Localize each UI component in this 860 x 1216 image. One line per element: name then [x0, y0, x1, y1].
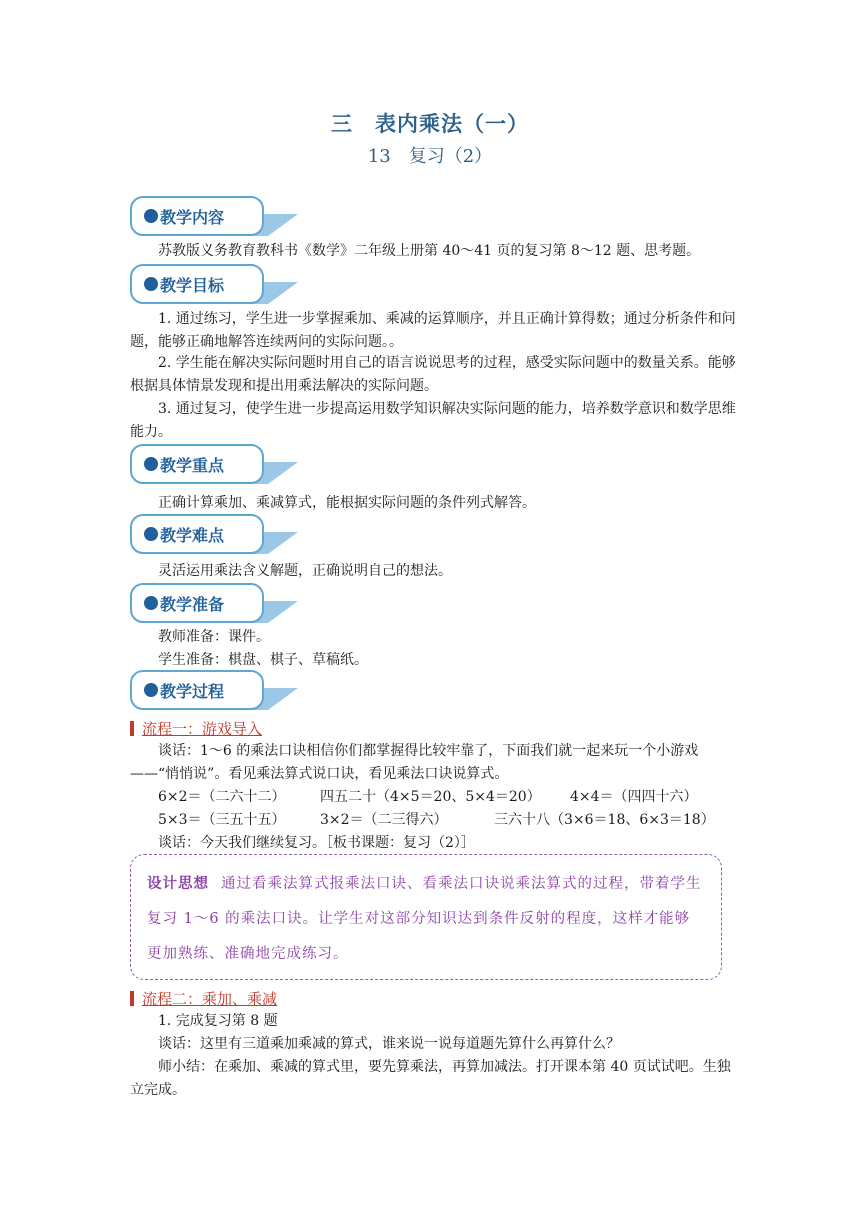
- key-text: 正确计算乘加、乘减算式，能根据实际问题的条件列式解答。: [158, 495, 536, 511]
- flow1-closing: 谈话：今天我们继续复习。［板书课题：复习（2）］: [158, 835, 475, 851]
- content-text: 苏教版义务教育教科书《数学》二年级上册第 40～41 页的复习第 8～12 题、思考题。: [158, 243, 701, 259]
- flow1-heading: 流程一：游戏导入: [130, 718, 262, 739]
- section-badge-prep: [130, 583, 300, 625]
- goal-item-1: 1. 通过练习，学生进一步掌握乘加、乘减的运算顺序，并且正确计算得数；通过分析条件和问题，能够正确地解答连续两问的实际问题。。: [130, 311, 736, 350]
- goal-item-3: 3. 通过复习，使学生进一步提高运用数学知识解决实际问题的能力，培养数学意识和数学思维能力。: [130, 401, 736, 440]
- bullet-icon: [144, 277, 158, 291]
- heading-bar-icon: [130, 721, 134, 736]
- design-note-box: [130, 854, 722, 980]
- oral-item: 4×4＝（四四十六）: [570, 789, 698, 805]
- bullet-icon: [144, 209, 158, 223]
- section-badge-key: [130, 444, 300, 486]
- prep-student: 学生准备：棋盘、棋子、草稿纸。: [158, 652, 368, 668]
- heading-bar-icon: [130, 991, 134, 1006]
- chapter-title: 三 表内乘法（一）: [331, 111, 529, 136]
- flow2-talk: 谈话：这里有三道乘加乘减的算式，谁来说一说每道题先算什么再算什么？: [158, 1036, 620, 1052]
- oral-item: 四五二十（4×5＝20、5×4＝20）: [320, 789, 541, 805]
- section-badge-difficulty: [130, 514, 300, 556]
- lesson-subtitle: 13 复习（2）: [367, 146, 493, 167]
- flow1-intro: 谈话：1～6 的乘法口诀相信你们都掌握得比较牢靠了，下面我们就一起来玩一个小游戏——“悄悄说”。看见乘法算式说口诀，看见乘法口诀说算式。: [130, 743, 699, 782]
- goal-item-2: 2. 学生能在解决实际问题时用自己的语言说说思考的过程，感受实际问题中的数量关系。能够根据具体情景发现和提出用乘法解决的实际问题。: [130, 355, 736, 394]
- bullet-icon: [144, 596, 158, 610]
- flow2-summary: 师小结：在乘加、乘减的算式里，要先算乘法，再算加减法。打开课本第 40 页试试吧。生独立完成。: [130, 1059, 731, 1098]
- section-label: 教学重点: [160, 456, 225, 475]
- oral-item: 6×2＝（二六十二）: [158, 789, 286, 805]
- design-text: 通过看乘法算式报乘法口诀、看乘法口诀说乘法算式的过程，带着学生复习 1～6 的乘法口诀。让学生对这部分知识达到条件反射的程度，这样才能够更加熟练、准确地完成练习。: [147, 876, 702, 962]
- prep-teacher: 教师准备：课件。: [158, 629, 270, 645]
- bullet-icon: [144, 457, 158, 471]
- oral-item: 三六十八（3×6＝18、6×3＝18）: [494, 812, 715, 828]
- flow2-item1: 1. 完成复习第 8 题: [158, 1013, 278, 1029]
- difficulty-text: 灵活运用乘法含义解题，正确说明自己的想法。: [158, 563, 452, 579]
- section-label: 教学过程: [160, 682, 225, 701]
- section-label: 教学难点: [160, 526, 225, 545]
- section-badge-goals: [130, 264, 300, 306]
- section-badge-content: [130, 196, 300, 238]
- section-label: 教学目标: [160, 276, 225, 295]
- design-label: 设计思想: [147, 876, 209, 892]
- section-badge-process: [130, 670, 300, 712]
- section-label: 教学准备: [160, 595, 225, 614]
- bullet-icon: [144, 683, 158, 697]
- section-label: 教学内容: [160, 208, 225, 227]
- bullet-icon: [144, 527, 158, 541]
- design-note: [147, 867, 705, 972]
- oral-item: 5×3＝（三五十五）: [158, 812, 286, 828]
- flow2-heading: 流程二：乘加、乘减: [130, 988, 277, 1009]
- oral-item: 3×2＝（二三得六）: [320, 812, 448, 828]
